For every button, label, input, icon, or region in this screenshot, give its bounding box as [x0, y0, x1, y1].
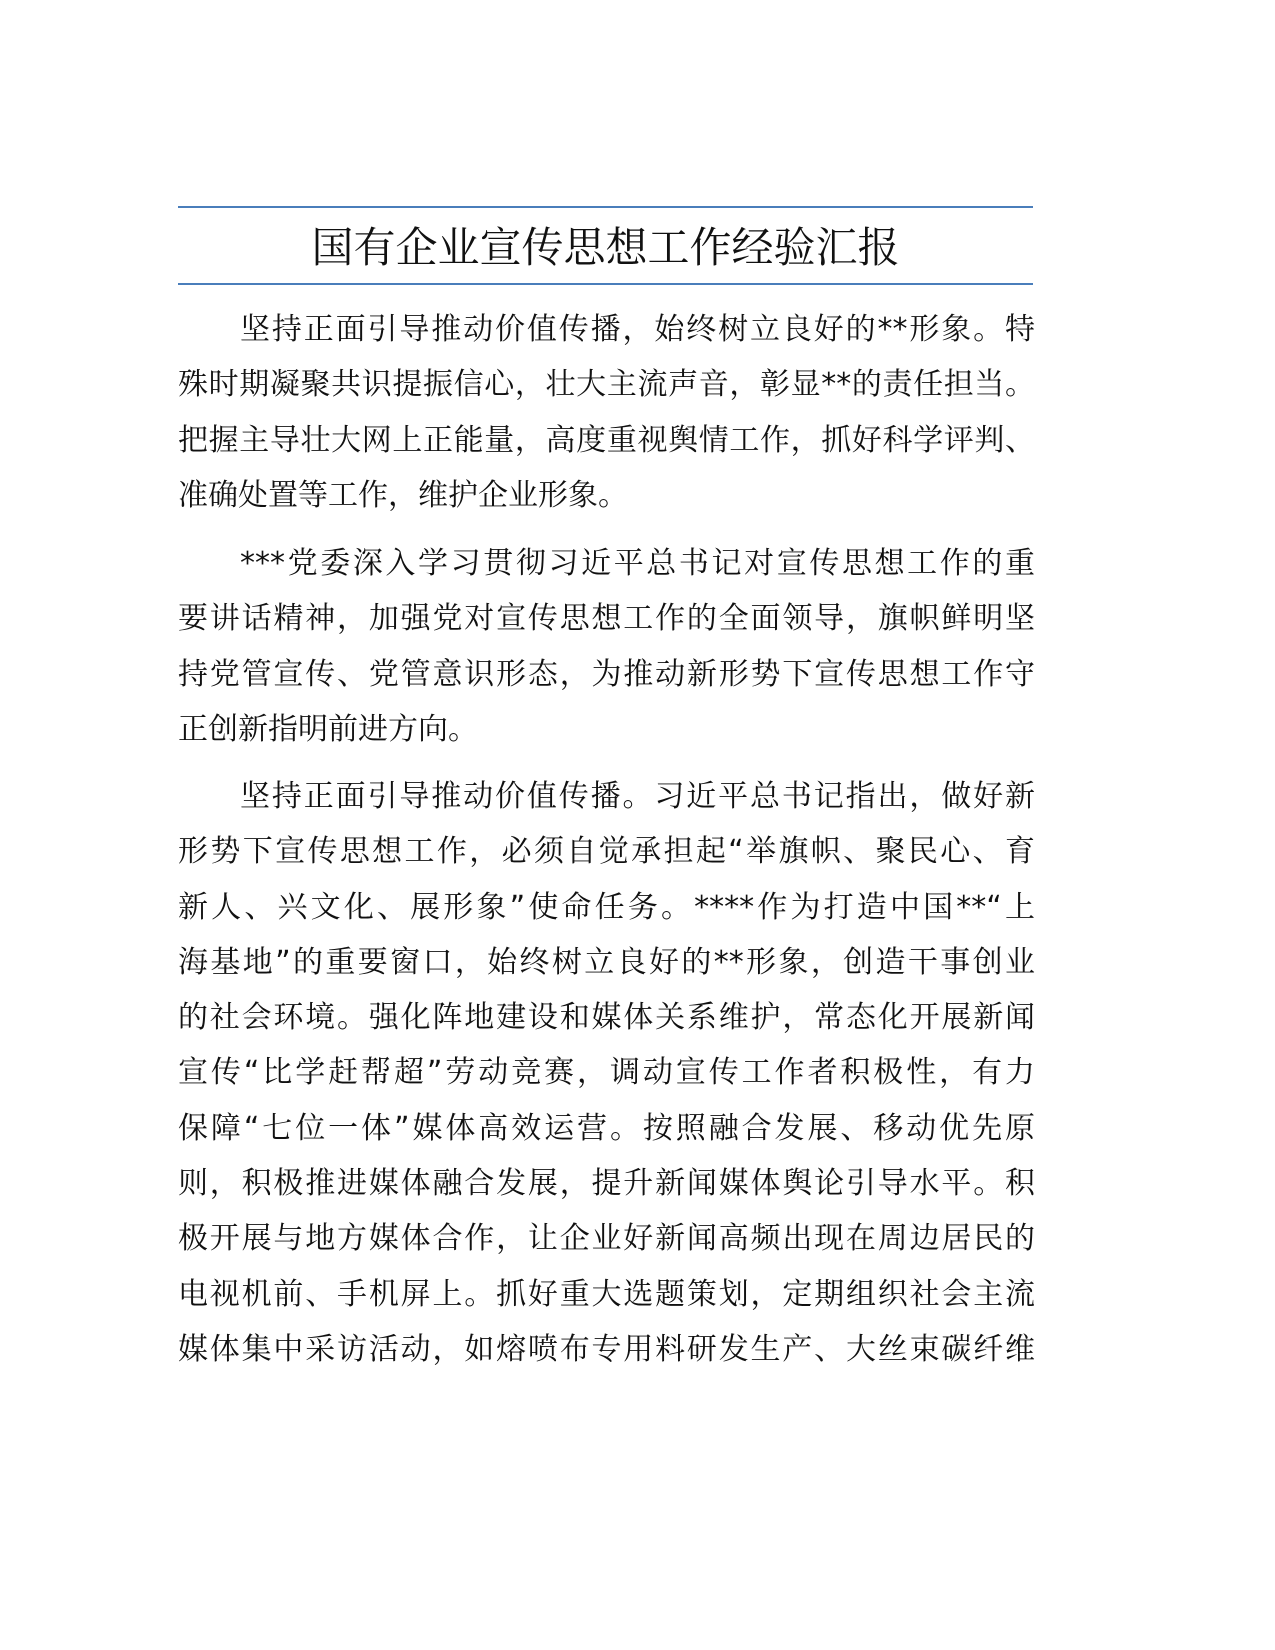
paragraph-line: 保障“七位一体”媒体高效运营。按照融合发展、移动优先原 [178, 1110, 1035, 1146]
paragraph-line: 的社会环境。强化阵地建设和媒体关系维护，常态化开展新闻 [178, 1000, 1035, 1036]
paragraph-2 [178, 536, 1035, 757]
paragraph-3 [178, 769, 1035, 1377]
paragraph-line: 把握主导壮大网上正能量，高度重视舆情工作，抓好科学评判、 [178, 422, 1035, 458]
title-bottom-rule [178, 283, 1033, 285]
paragraph-line: 持党管宣传、党管意识形态，为推动新形势下宣传思想工作守 [178, 656, 1035, 692]
document-title: 国有企业宣传思想工作经验汇报 [311, 223, 900, 272]
paragraph-1 [178, 302, 1035, 523]
paragraph-line: 形势下宣传思想工作，必须自觉承担起“举旗帜、聚民心、育 [178, 834, 1035, 870]
title-top-rule [178, 206, 1033, 208]
paragraph-line: 新人、兴文化、展形象”使命任务。****作为打造中国**“上 [178, 889, 1035, 925]
paragraph-line: 要讲话精神，加强党对宣传思想工作的全面领导，旗帜鲜明坚 [178, 601, 1035, 637]
paragraph-line: 宣传“比学赶帮超”劳动竞赛，调动宣传工作者积极性，有力 [178, 1055, 1035, 1091]
paragraph-line: 殊时期凝聚共识提振信心，壮大主流声音，彰显**的责任担当。 [178, 367, 1035, 403]
paragraph-line: 坚持正面引导推动价值传播，始终树立良好的**形象。特 [240, 312, 1035, 347]
paragraph-line: 极开展与地方媒体合作，让企业好新闻高频出现在周边居民的 [178, 1221, 1035, 1257]
paragraph-line: 则，积极推进媒体融合发展，提升新闻媒体舆论引导水平。积 [178, 1166, 1035, 1202]
paragraph-line: 准确处置等工作，维护企业形象。 [178, 477, 628, 513]
paragraph-line: 媒体集中采访活动，如熔喷布专用料研发生产、大丝束碳纤维 [178, 1331, 1035, 1367]
paragraph-line: 海基地”的重要窗口，始终树立良好的**形象，创造干事创业 [178, 944, 1035, 980]
paragraph-line: 电视机前、手机屏上。抓好重大选题策划，定期组织社会主流 [178, 1276, 1035, 1312]
paragraph-line: 坚持正面引导推动价值传播。习近平总书记指出，做好新 [240, 779, 1035, 814]
paragraph-line: ***党委深入学习贯彻习近平总书记对宣传思想工作的重 [240, 546, 1035, 581]
paragraph-line: 正创新指明前进方向。 [178, 711, 478, 747]
